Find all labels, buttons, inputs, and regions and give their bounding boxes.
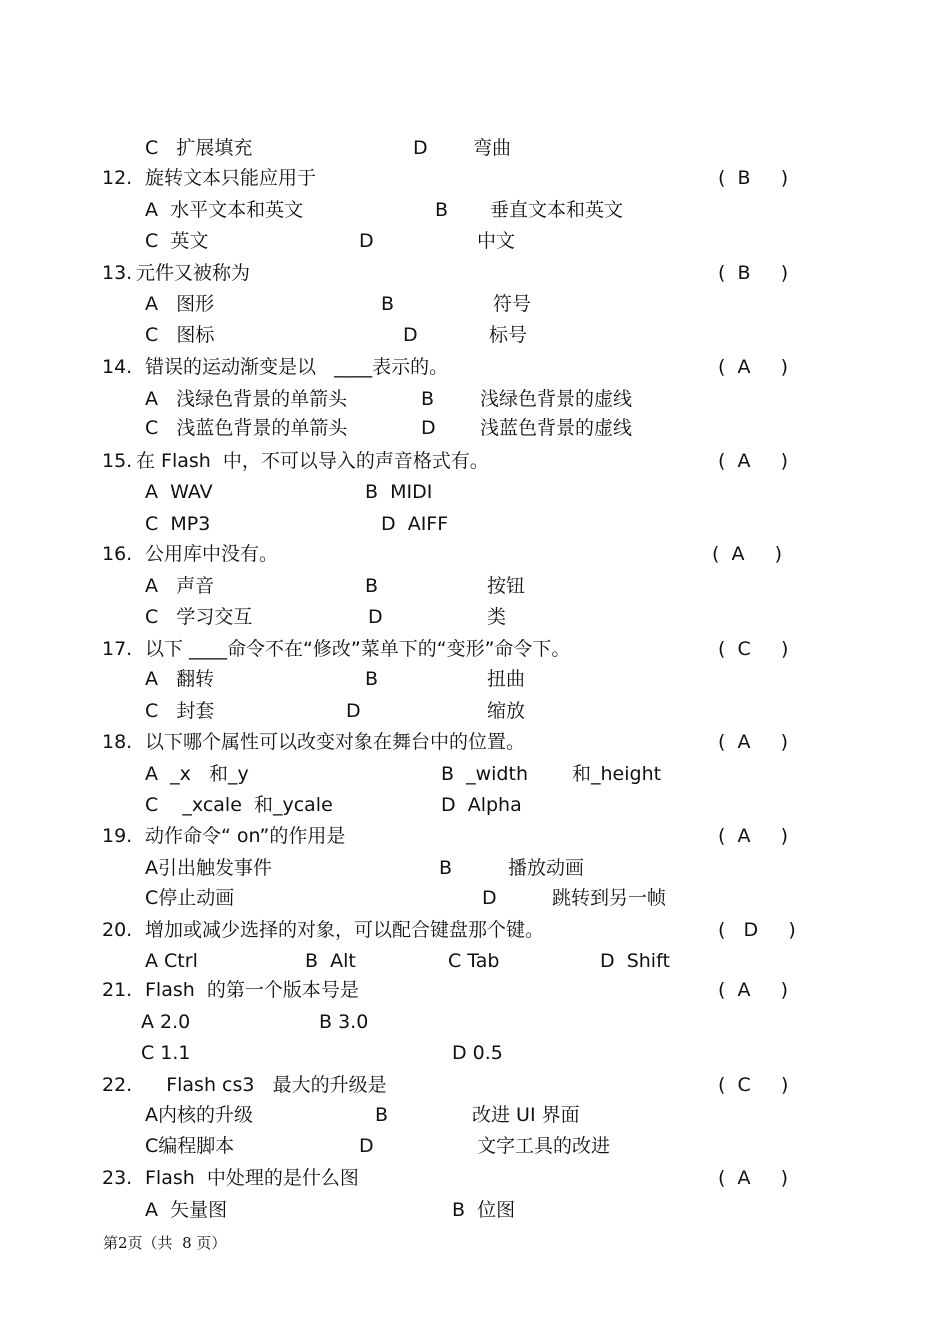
option-text: A内核的升级 bbox=[145, 1104, 253, 1126]
answer-paren: ( A ) bbox=[718, 825, 789, 847]
answer-paren: ( B ) bbox=[718, 262, 789, 284]
option-text: 垂直文本和英文 bbox=[490, 199, 624, 221]
option-text: D bbox=[346, 700, 361, 722]
option-text: B 3.0 bbox=[319, 1011, 369, 1033]
option-text: 按钮 bbox=[487, 575, 526, 597]
option-text: D AIFF bbox=[381, 513, 449, 535]
option-text: A 矢量图 bbox=[145, 1199, 228, 1221]
option-text: A引出触发事件 bbox=[145, 857, 272, 879]
question-text: Flash 的第一个版本号是 bbox=[145, 979, 359, 1001]
option-text: C编程脚本 bbox=[145, 1135, 235, 1157]
option-text: C 扩展填充 bbox=[145, 137, 253, 159]
option-text: A _x 和_y bbox=[145, 763, 249, 785]
option-text: 类 bbox=[487, 606, 507, 628]
option-text: C 1.1 bbox=[141, 1042, 191, 1064]
option-text: D bbox=[403, 324, 418, 346]
answer-paren: ( C ) bbox=[718, 1074, 789, 1096]
answer-paren: ( B ) bbox=[718, 167, 789, 189]
page-footer: 第2页（共 8 页） bbox=[103, 1234, 227, 1252]
option-text: D bbox=[421, 417, 436, 439]
question-number: 19. bbox=[102, 825, 133, 847]
question-text: 旋转文本只能应用于 bbox=[145, 167, 317, 189]
answer-paren: ( A ) bbox=[718, 356, 789, 378]
answer-paren: ( A ) bbox=[718, 731, 789, 753]
option-text: 缩放 bbox=[487, 700, 526, 722]
option-text: 中文 bbox=[477, 230, 516, 252]
question-text: 错误的运动渐变是以 ____表示的。 bbox=[145, 356, 449, 378]
question-text: 以下 ____命令不在“修改”菜单下的“变形”命令下。 bbox=[145, 638, 571, 660]
option-text: 标号 bbox=[489, 324, 528, 346]
option-text: 跳转到另一帧 bbox=[552, 887, 667, 909]
option-text: D Alpha bbox=[441, 794, 522, 816]
question-number: 20. bbox=[102, 919, 133, 941]
option-text: A 水平文本和英文 bbox=[145, 199, 304, 221]
question-number: 13. bbox=[102, 262, 133, 284]
option-text: A 浅绿色背景的单箭头 bbox=[145, 388, 348, 410]
option-text: B bbox=[435, 199, 449, 221]
question-number: 12. bbox=[102, 167, 133, 189]
option-text: C停止动画 bbox=[145, 887, 235, 909]
question-text: 公用库中没有。 bbox=[145, 543, 279, 565]
option-text: B bbox=[421, 388, 435, 410]
option-text: D bbox=[359, 1135, 374, 1157]
question-number: 18. bbox=[102, 731, 133, 753]
option-text: D 0.5 bbox=[452, 1042, 503, 1064]
option-text: B bbox=[439, 857, 453, 879]
question-number: 15. bbox=[102, 450, 133, 472]
question-text: Flash cs3 最大的升级是 bbox=[136, 1074, 387, 1096]
option-text: C 图标 bbox=[145, 324, 215, 346]
option-text: B bbox=[381, 293, 395, 315]
answer-paren: ( A ) bbox=[718, 1167, 789, 1189]
question-text: 动作命令“ on”的作用是 bbox=[145, 825, 346, 847]
option-text: C Tab bbox=[448, 950, 500, 972]
option-text: C 封套 bbox=[145, 700, 215, 722]
option-text: B Alt bbox=[305, 950, 356, 972]
option-text: 文字工具的改进 bbox=[477, 1135, 611, 1157]
option-text: C 英文 bbox=[145, 230, 209, 252]
option-text: D bbox=[359, 230, 374, 252]
question-number: 16. bbox=[102, 543, 133, 565]
option-text: 浅绿色背景的虚线 bbox=[480, 388, 633, 410]
question-text: 增加或减少选择的对象，可以配合键盘那个键。 bbox=[145, 919, 545, 941]
option-text: D bbox=[413, 137, 428, 159]
option-text: 改进 UI 界面 bbox=[472, 1104, 580, 1126]
option-text: A Ctrl bbox=[145, 950, 198, 972]
option-text: A 图形 bbox=[145, 293, 215, 315]
option-text: 浅蓝色背景的虚线 bbox=[480, 417, 633, 439]
question-number: 14. bbox=[102, 356, 133, 378]
option-text: 播放动画 bbox=[508, 857, 585, 879]
option-text: 和_height bbox=[572, 763, 662, 785]
option-text: C 浅蓝色背景的单箭头 bbox=[145, 417, 348, 439]
answer-paren: ( A ) bbox=[718, 979, 789, 1001]
option-text: C 学习交互 bbox=[145, 606, 253, 628]
answer-paren: ( C ) bbox=[718, 638, 789, 660]
question-number: 23. bbox=[102, 1167, 133, 1189]
question-text: 以下哪个属性可以改变对象在舞台中的位置。 bbox=[145, 731, 526, 753]
answer-paren: ( D ) bbox=[718, 919, 796, 941]
option-text: 符号 bbox=[493, 293, 532, 315]
option-text: B MIDI bbox=[365, 481, 433, 503]
option-text: D Shift bbox=[600, 950, 670, 972]
option-text: D bbox=[482, 887, 497, 909]
option-text: A 翻转 bbox=[145, 668, 215, 690]
option-text: B 位图 bbox=[452, 1199, 516, 1221]
question-number: 22. bbox=[102, 1074, 133, 1096]
option-text: B bbox=[365, 575, 379, 597]
option-text: A 2.0 bbox=[141, 1011, 191, 1033]
option-text: 弯曲 bbox=[473, 137, 512, 159]
option-text: B _width bbox=[441, 763, 528, 785]
question-number: 17. bbox=[102, 638, 133, 660]
option-text: A 声音 bbox=[145, 575, 215, 597]
answer-paren: ( A ) bbox=[712, 543, 783, 565]
option-text: C _xcale 和_ycale bbox=[145, 794, 333, 816]
option-text: B bbox=[375, 1104, 389, 1126]
option-text: B bbox=[365, 668, 379, 690]
option-text: A WAV bbox=[145, 481, 213, 503]
answer-paren: ( A ) bbox=[718, 450, 789, 472]
option-text: C MP3 bbox=[145, 513, 211, 535]
question-text: 元件又被称为 bbox=[136, 262, 251, 284]
question-text: Flash 中处理的是什么图 bbox=[145, 1167, 359, 1189]
option-text: D bbox=[368, 606, 383, 628]
option-text: 扭曲 bbox=[487, 668, 526, 690]
question-text: 在 Flash 中，不可以导入的声音格式有。 bbox=[136, 450, 489, 472]
question-number: 21. bbox=[102, 979, 133, 1001]
